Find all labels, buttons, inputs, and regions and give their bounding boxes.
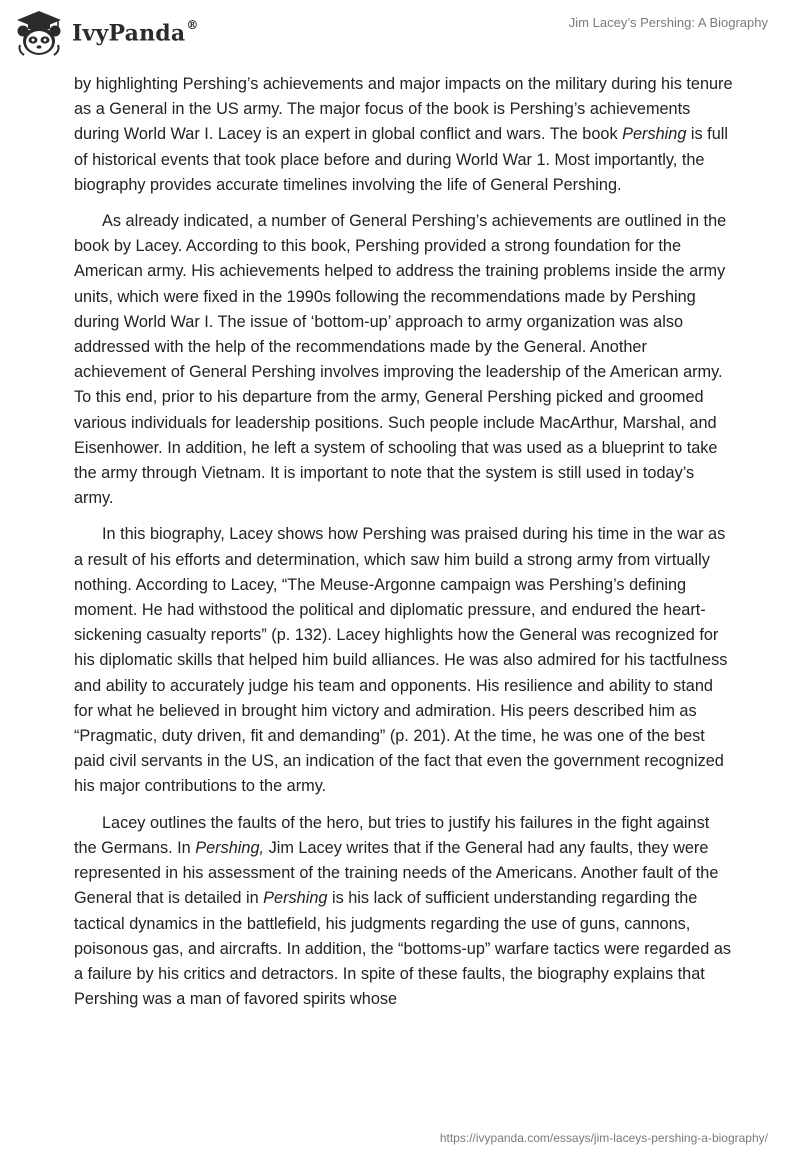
paragraph-text: by highlighting Pershing’s achievements and major impacts on the military during his tenure as a General in the US army. The major focus of the book is Pershing’s achievements during World War I. Lacey is an expert in global conflict and wars. The book [74,75,733,144]
paragraph-text: Lacey outlines the faults of the hero, but tries to justify his failures in the fight against the Germans. In [74,813,710,857]
book-title-italic: Pershing [263,889,328,908]
essay-paragraph [74,209,734,511]
paragraph-text: is full of historical events that took place before and during World War 1. Most importantly, the biography provides accurate timelines involving the life of General Pershing. [74,125,728,194]
essay-paragraph [74,522,734,799]
paragraph-text: As already indicated, a number of General Pershing’s achievements are outlined in the book by Lacey. According to this book, Pershing provided a strong foundation for the American army. His achievements helped to address the training problems inside the army units, which were fixed in the 1990s following the recommendations made by Pershing during World War I. The issue of ‘bottom-up’ approach to army organization was also addressed with the help of the recommendations made by the General. Another achievement of General Pershing involves improving the leadership of the American army. To this end, prior to his departure from the army, General Pershing picked and groomed various individuals for leadership positions. Such people include MacArthur, Marshal, and Eisenhower. In addition, he left a system of schooling that was used as a blueprint to take the army through Vietnam. It is important to note that the system is still used in today’s army. [74,212,727,508]
essay-paragraph [74,811,734,1013]
source-url[interactable]: https://ivypanda.com/essays/jim-laceys-pershing-a-biography/ [439,1131,768,1145]
logo-wordmark: IvyPanda [72,20,186,47]
book-title-italic: Pershing, [195,838,265,857]
paragraph-text: Jim Lacey writes that if the General had any faults, they were represented in his assessment of the training needs of the Americans. Another fault of the General that is detailed in [74,838,719,908]
essay-paragraph [74,72,734,198]
paragraph-text: In this biography, Lacey shows how Pershing was praised during his time in the war as a result of his efforts and determination, which saw him build a strong army from virtually nothing. According to Lacey, “The Meuse-Argonne campaign was Pershing’s defining moment. He had withstood the political and diplomatic pressure, and endured the heart-sickening casualty reports” (p. 132). Lacey highlights how the General was recognized for his diplomatic skills that helped him build alliances. He was also admired for his tactfulness and ability to accurately judge his team and opponents. His resilience and ability to stand for what he believed in brought him victory and admiration. His peers described him as “Pragmatic, duty driven, fit and demanding” (p. 201). At the time, he was one of the best paid civil servants in the US, an indication of the fact that even the government recognized his major contributions to the army. [74,525,728,796]
document-title: Jim Lacey’s Pershing: A Biography [568,15,768,30]
registered-mark: ® [186,17,199,32]
page-header [0,0,800,70]
book-title-italic: Pershing [622,125,687,144]
essay-body [74,72,734,1023]
logo-text [72,17,199,47]
panda-graduate-icon [14,9,64,57]
ivypanda-logo[interactable] [14,9,199,57]
paragraph-text: is his lack of sufficient understanding regarding the tactical dynamics in the battlefield, his judgments regarding the use of guns, cannons, poisonous gas, and aircrafts. In addition, the “bottoms-up” warfare tactics were regarded as a failure by his critics and detractors. In spite of these faults, the biography explains that Pershing was a man of favored spirits whose [74,889,732,1009]
